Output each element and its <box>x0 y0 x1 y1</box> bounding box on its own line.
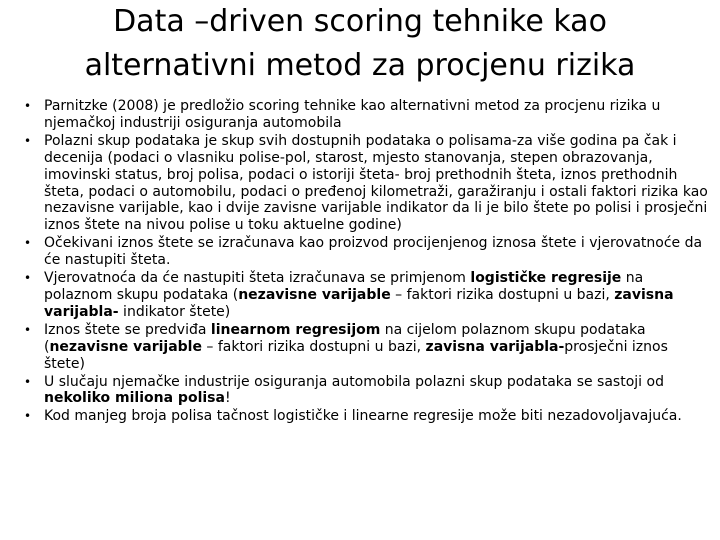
bullet-text-segment: Polazni skup podataka je skup svih dostupnih podataka o polisama-za više godina pa čak i decenija (podaci o vlasniku polise-pol, starost, mjesto stanovanja, stepen obrazovanja, imovinski status, broj polisa, podaci o istoriji šteta- broj prethodnih šteta, iznos prethodnih šteta, podaci o automobilu, podaci o pređenoj kilometraži, garažiranju i ostali faktori rizika kao nezavisne varijable, kao i dvije zavisne varijable indikator da li je bilo štete po polisi i prosječni iznos štete na nivou polise u toku aktuelne godine) <box>44 132 708 234</box>
bullet-text-segment: Vjerovatnoća da će nastupiti šteta izračunava se primjenom <box>44 270 471 287</box>
bullet-icon: • <box>24 236 32 251</box>
bullet-text <box>44 374 664 407</box>
bullet-text-segment: ! <box>224 390 231 407</box>
bullet-item <box>24 270 710 321</box>
bullet-text-segment: na polaznom skupu podataka ( <box>44 270 644 303</box>
bullet-text <box>44 133 708 234</box>
bullet-icon: • <box>24 271 32 286</box>
bullet-icon: • <box>24 409 32 424</box>
bullet-text <box>44 270 674 320</box>
bullet-icon: • <box>24 133 32 148</box>
bullet-text-bold: nezavisne varijable <box>238 286 391 303</box>
bullet-text <box>44 98 660 131</box>
bullet-item <box>24 322 710 373</box>
bullet-text-segment: U slučaju njemačke industrije osiguranja automobila polazni skup podataka se sastoji od <box>44 373 664 390</box>
bullet-text <box>44 408 682 424</box>
bullet-text <box>44 322 668 372</box>
bullet-text-bold: logističke regresije <box>470 270 622 287</box>
bullet-list <box>24 98 710 426</box>
bullet-item <box>24 408 710 425</box>
bullet-icon: • <box>24 322 32 337</box>
bullet-text-segment: prosječni iznos štete) <box>44 338 668 372</box>
bullet-text <box>44 235 702 268</box>
bullet-text-segment: Parnitzke (2008) je predložio scoring tehnike kao alternativni metod za procjenu rizika u njemačkoj industriji osiguranja automobila <box>44 98 661 131</box>
bullet-icon: • <box>24 99 32 113</box>
bullet-item <box>24 235 710 269</box>
bullet-text-segment: – faktori rizika dostupni u bazi, <box>201 338 426 355</box>
bullet-text-bold: zavisna varijabla- <box>44 286 674 320</box>
bullet-text-segment: na cijelom polaznom skupu podataka ( <box>44 321 646 355</box>
bullet-text-bold: nekoliko miliona polisa <box>44 390 225 407</box>
bullet-item <box>24 374 710 408</box>
bullet-item <box>24 133 710 234</box>
bullet-text-segment: indikator štete) <box>118 303 231 320</box>
bullet-text-segment: Očekivani iznos štete se izračunava kao proizvod procijenjenog iznosa štete i vjerovatnoće da će nastupiti šteta. <box>44 235 703 269</box>
bullet-text-segment: Kod manjeg broja polisa tačnost logističke i linearne regresije može biti nezadovoljavajuća. <box>44 408 682 425</box>
slide-title <box>0 0 720 88</box>
bullet-text-bold: nezavisne varijable <box>49 338 202 355</box>
slide-title-line-1: Data –driven scoring tehnike kao <box>113 4 607 39</box>
bullet-text-segment: Iznos štete se predviđa <box>44 321 211 338</box>
bullet-text-bold: linearnom regresijom <box>210 321 381 338</box>
bullet-text-bold: zavisna varijabla- <box>425 338 565 355</box>
bullet-icon: • <box>24 374 32 389</box>
slide-title-line-2: alternativni metod za procjenu rizika <box>84 48 636 83</box>
bullet-text-segment: – faktori rizika dostupni u bazi, <box>390 286 615 303</box>
bullet-item <box>24 98 710 132</box>
